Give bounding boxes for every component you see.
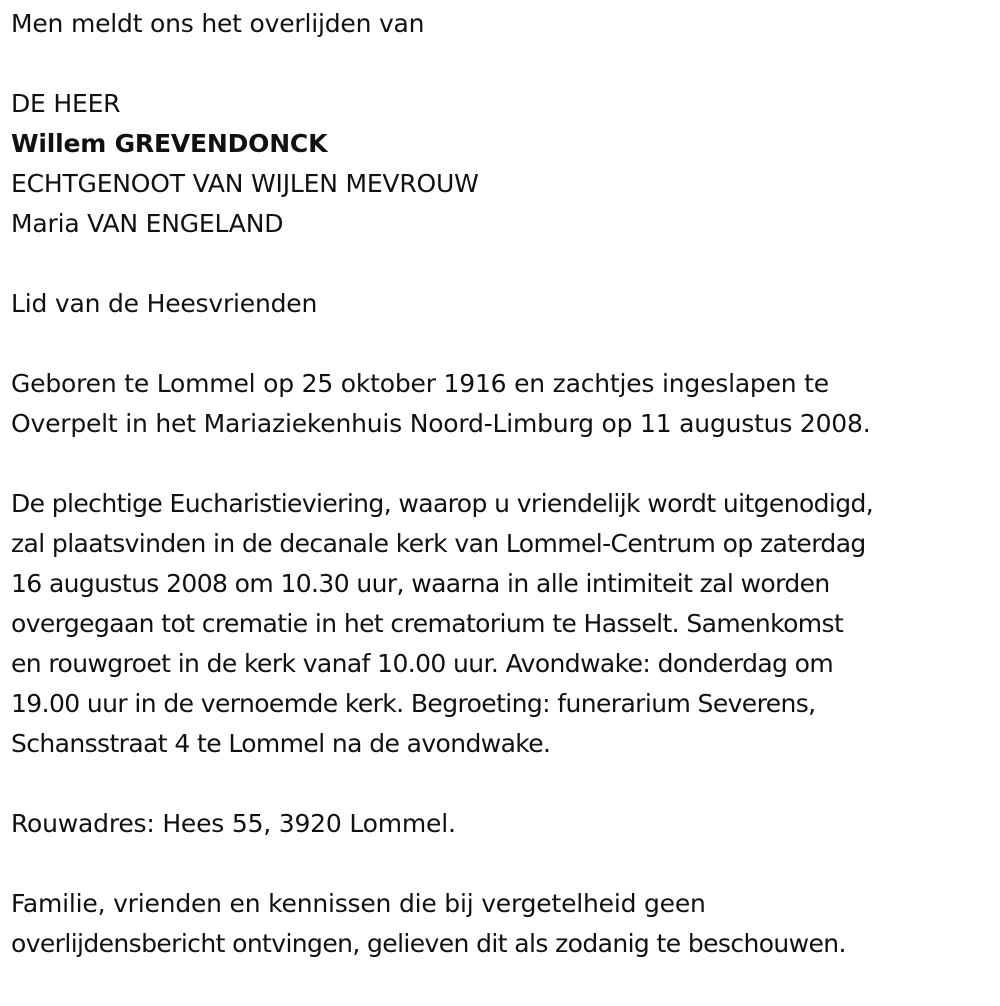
title-prefix: DE HEER bbox=[11, 89, 121, 118]
spacer bbox=[11, 244, 996, 284]
paragraph-line: zal plaatsvinden in de decanale kerk van Lommel-Centrum op zaterdag bbox=[11, 529, 866, 558]
paragraph-line: Overpelt in het Mariaziekenhuis Noord-Limburg op 11 augustus 2008. bbox=[11, 409, 871, 438]
paragraph-line: Familie, vrienden en kennissen die bij vergetelheid geen bbox=[11, 889, 706, 918]
ceremony-paragraph bbox=[11, 484, 996, 764]
membership-text: Lid van de Heesvrienden bbox=[11, 289, 318, 318]
spacer bbox=[11, 844, 996, 884]
spacer bbox=[11, 764, 996, 804]
paragraph-line: 16 augustus 2008 om 10.30 uur, waarna in alle intimiteit zal worden bbox=[11, 569, 830, 598]
mourning-address: Rouwadres: Hees 55, 3920 Lommel. bbox=[11, 809, 456, 838]
spouse-name: Maria VAN ENGELAND bbox=[11, 209, 284, 238]
spouse-label: ECHTGENOOT VAN WIJLEN MEVROUW bbox=[11, 169, 479, 198]
deceased-block bbox=[11, 84, 996, 244]
deceased-name: Willem GREVENDONCK bbox=[11, 129, 328, 158]
paragraph-line: Geboren te Lommel op 25 oktober 1916 en zachtjes ingeslapen te bbox=[11, 369, 829, 398]
closing-paragraph bbox=[11, 884, 996, 964]
paragraph-line: overgegaan tot crematie in het crematorium te Hasselt. Samenkomst bbox=[11, 609, 844, 638]
obituary-notice bbox=[11, 4, 996, 964]
spacer bbox=[11, 324, 996, 364]
paragraph-line: De plechtige Eucharistieviering, waarop u vriendelijk wordt uitgenodigd, bbox=[11, 489, 874, 518]
spacer bbox=[11, 44, 996, 84]
paragraph-line: 19.00 uur in de vernoemde kerk. Begroeting: funerarium Severens, bbox=[11, 689, 816, 718]
paragraph-line: en rouwgroet in de kerk vanaf 10.00 uur. Avondwake: donderdag om bbox=[11, 649, 834, 678]
spacer bbox=[11, 444, 996, 484]
paragraph-line: Schansstraat 4 te Lommel na de avondwake. bbox=[11, 729, 551, 758]
birth-death-paragraph bbox=[11, 364, 996, 444]
paragraph-line: overlijdensbericht ontvingen, gelieven dit als zodanig te beschouwen. bbox=[11, 929, 846, 958]
intro-text: Men meldt ons het overlijden van bbox=[11, 9, 425, 38]
